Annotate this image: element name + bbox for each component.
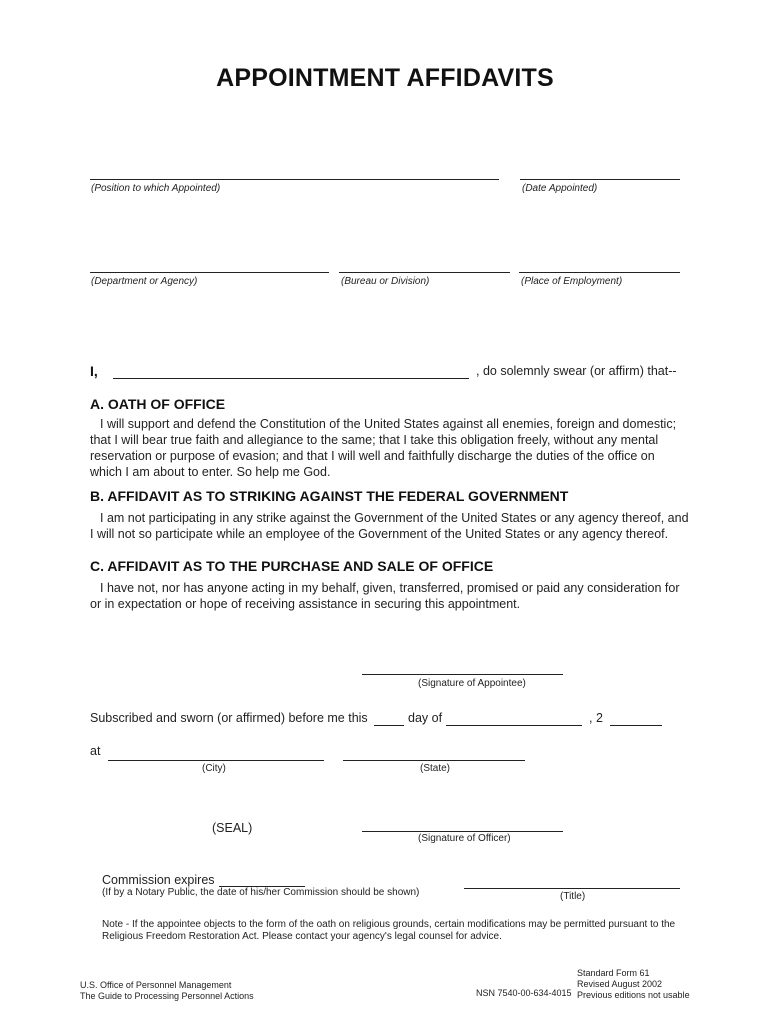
officer-signature-line [362,831,563,832]
date-appointed-line [520,179,680,180]
seal-label: (SEAL) [212,821,253,835]
section-a-text [90,416,690,480]
notary-note: (If by a Notary Public, the date of his/her Commission should be shown) [102,887,420,898]
bureau-caption: (Bureau or Division) [341,276,430,287]
religious-note: Note - If the appointee objects to the form of the oath on religious grounds, certain modifications may be permitted pursuant to the Religious Freedom Restoration Act. Please contact your agency's legal counsel for advice. [102,919,676,942]
bureau-field[interactable] [339,252,514,274]
state-line [343,760,525,761]
officer-signature-caption: (Signature of Officer) [418,833,511,844]
position-field[interactable] [90,159,503,181]
footer-agency-line1: U.S. Office of Personnel Management [80,980,232,990]
section-a-heading: A. OATH OF OFFICE [90,396,226,412]
day-of-text: day of [408,711,443,725]
officer-title-caption: (Title) [560,891,586,902]
place-of-employment-line [519,272,680,273]
page-title: APPOINTMENT AFFIDAVITS [216,64,554,92]
officer-signature-field[interactable] [362,811,567,833]
month-field[interactable] [446,705,586,727]
appointee-signature-caption: (Signature of Appointee) [418,678,526,689]
position-line [90,179,499,180]
state-field[interactable] [343,740,529,762]
year-line [610,725,662,726]
place-of-employment-field[interactable] [519,252,684,274]
month-line [446,725,582,726]
year-prefix: , 2 [589,711,603,725]
position-caption: (Position to which Appointed) [91,183,221,194]
section-b-heading: B. AFFIDAVIT AS TO STRIKING AGAINST THE FEDERAL GOVERNMENT [90,488,569,504]
department-caption: (Department or Agency) [91,276,198,287]
footer-agency [80,980,254,1002]
year-field[interactable] [610,705,666,727]
date-appointed-caption: (Date Appointed) [522,183,598,194]
footer-agency-line2: The Guide to Processing Personnel Actions [80,991,254,1001]
footer-nsn: NSN 7540-00-634-4015 [476,988,572,998]
state-caption: (State) [420,763,451,774]
appointee-name-line [113,378,469,379]
city-caption: (City) [202,763,226,774]
footer-form-info [577,968,690,1001]
bureau-line [339,272,510,273]
department-line [90,272,329,273]
officer-title-field[interactable] [464,868,684,890]
appointee-signature-line [362,674,563,675]
oath-i-label: I, [90,363,98,379]
section-a-paragraph: I will support and defend the Constitution of the United States against all enemies, foreign and domestic; that I will bear true faith and allegiance to the same; that I take this obligation freely, without any mental reservation or purpose of evasion; and that I will well and faithfully discharge the duties of the office on which I am about to enter. So help me God. [90,417,677,479]
officer-title-line [464,888,680,889]
commission-label: Commission expires [102,873,215,887]
section-b-text [90,510,690,542]
section-c-paragraph: I have not, nor has anyone acting in my behalf, given, transferred, promised or paid any consideration for or in expectation or hope of receiving assistance in securing this appointment. [90,581,680,611]
appointee-name-field[interactable] [113,358,473,380]
subscribed-text: Subscribed and sworn (or affirmed) before me this [90,711,368,725]
city-field[interactable] [108,740,328,762]
footer-form-line3: Previous editions not usable [577,990,690,1000]
commission-expires-field[interactable] [219,866,309,888]
day-field[interactable] [374,705,408,727]
footer-form-line2: Revised August 2002 [577,979,663,989]
oath-swear-text: , do solemnly swear (or affirm) that-- [476,364,677,378]
appointee-signature-field[interactable] [362,654,567,676]
section-c-heading: C. AFFIDAVIT AS TO THE PURCHASE AND SALE OF OFFICE [90,558,494,574]
date-appointed-field[interactable] [520,159,684,181]
section-c-text [90,580,690,612]
footer-form-line1: Standard Form 61 [577,968,650,978]
department-field[interactable] [90,252,333,274]
city-line [108,760,324,761]
section-b-paragraph: I am not participating in any strike against the Government of the United States or any agency thereof, and I will not so participate while an employee of the Government of the United States or any agency thereof. [90,511,689,541]
day-line [374,725,404,726]
at-label: at [90,744,101,758]
place-of-employment-caption: (Place of Employment) [521,276,623,287]
